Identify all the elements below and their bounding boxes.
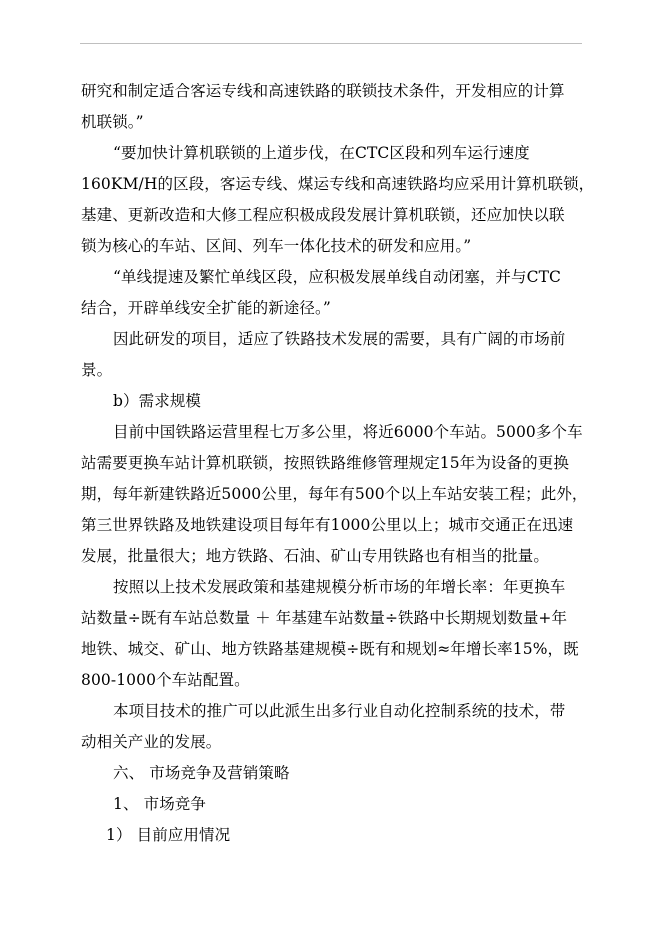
header-rule bbox=[80, 43, 582, 44]
text-line: 动相关产业的发展。 bbox=[81, 733, 222, 751]
text-line: 本项目技术的推广可以此派生出多行业自动化控制系统的技术，带 bbox=[113, 702, 566, 720]
section-heading: 六、 市场竞争及营销策略 bbox=[113, 764, 290, 782]
text-line: 因此研发的项目，适应了铁路技术发展的需要，具有广阔的市场前 bbox=[113, 330, 566, 348]
text-line: 按照以上技术发展政策和基建规模分析市场的年增长率：年更换车 bbox=[113, 578, 566, 596]
subsection-heading: 1、 市场竞争 bbox=[113, 795, 206, 813]
text-line: “要加快计算机联锁的上道步伐，在CTC区段和列车运行速度 bbox=[113, 144, 530, 162]
text-line: “单线提速及繁忙单线区段，应积极发展单线自动闭塞，并与CTC bbox=[113, 268, 561, 286]
subsection-heading: 1） 目前应用情况 bbox=[106, 826, 231, 844]
text-line: 景。 bbox=[81, 361, 113, 379]
text-line: 基建、更新改造和大修工程应积极成段发展计算机联锁，还应加快以联 bbox=[81, 206, 565, 224]
text-line: 站数量÷既有车站总数量 ＋ 年基建车站数量÷铁路中长期规划数量+年 bbox=[81, 609, 568, 627]
text-line: 锁为核心的车站、区间、列车一体化技术的研发和应用。” bbox=[81, 237, 472, 255]
text-line: 机联锁。” bbox=[81, 113, 144, 131]
text-line: 第三世界铁路及地铁建设项目每年有1000公里以上；城市交通正在迅速 bbox=[81, 516, 574, 534]
text-line: 结合，开辟单线安全扩能的新途径。” bbox=[81, 299, 331, 317]
text-line: 800-1000个车站配置。 bbox=[81, 671, 250, 689]
section-heading: b）需求规模 bbox=[113, 392, 202, 410]
text-line: 发展，批量很大；地方铁路、石油、矿山专用铁路也有相当的批量。 bbox=[81, 547, 550, 565]
text-line: 站需要更换车站计算机联锁，按照铁路维修管理规定15年为设备的更换 bbox=[81, 454, 569, 472]
text-line: 地铁、城交、矿山、地方铁路基建规模÷既有和规划≈年增长率15%，既 bbox=[81, 640, 579, 658]
text-line: 研究和制定适合客运专线和高速铁路的联锁技术条件，开发相应的计算 bbox=[81, 82, 565, 100]
text-line: 期，每年新建铁路近5000公里，每年有500个以上车站安装工程；此外， bbox=[81, 485, 588, 503]
text-line: 目前中国铁路运营里程七万多公里，将近6000个车站。5000多个车 bbox=[113, 423, 583, 441]
text-line: 160KM/H的区段，客运专线、煤运专线和高速铁路均应采用计算机联锁， bbox=[81, 175, 595, 193]
